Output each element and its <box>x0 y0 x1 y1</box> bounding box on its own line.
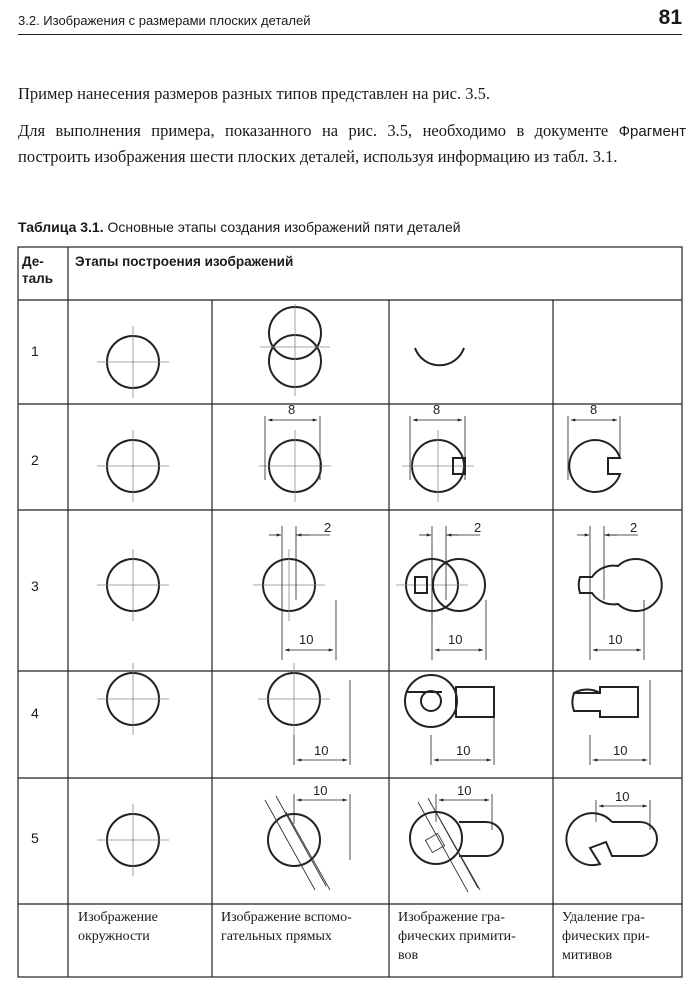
chapter-title: 3.2. Изображения с размерами плоских деталей <box>18 13 311 28</box>
dim-label: 10 <box>457 783 472 798</box>
col-header-detail-l2: таль <box>22 271 53 286</box>
term-fragment: Фрагмент <box>618 123 686 140</box>
footer-caption-4-line: митивов <box>562 948 613 963</box>
col-header-detail <box>22 253 53 287</box>
footer-caption-3-line: фических примити- <box>398 929 516 944</box>
detail-5-dimensions <box>294 794 650 860</box>
paragraph-1: Пример нанесения размеров разных типов представлен на рис. 3.5. <box>18 84 490 103</box>
dim-label: 10 <box>608 632 623 647</box>
row-number: 4 <box>31 705 39 721</box>
footer-caption-3-line: Изображение гра- <box>398 910 505 925</box>
row-number: 2 <box>31 452 39 468</box>
table-grid <box>18 247 682 977</box>
dim-label: 10 <box>299 632 314 647</box>
dim-label: 8 <box>288 402 296 417</box>
detail-2-dimensions <box>265 416 620 480</box>
footer-caption-3 <box>398 908 516 965</box>
col-header-detail-l1: Де- <box>22 254 44 269</box>
detail-2-drawings <box>97 430 620 502</box>
detail-5-aux-lines <box>265 796 480 892</box>
dim-label: 2 <box>324 520 332 535</box>
dim-label: 2 <box>474 520 482 535</box>
table-caption-label: Таблица 3.1. <box>18 219 104 235</box>
col-header-stages: Этапы построения изображений <box>75 254 294 269</box>
table-caption-text: Основные этапы создания изображений пяти деталей <box>103 219 461 235</box>
footer-caption-3-line: вов <box>398 948 419 963</box>
footer-caption-2-line: Изображение вспомо- <box>221 910 352 925</box>
footer-caption-1-line: окружности <box>78 929 150 944</box>
dim-label: 8 <box>433 402 441 417</box>
footer-caption-1-line: Изображение <box>78 910 158 925</box>
detail-4-drawings <box>97 663 638 735</box>
detail-1-drawings <box>97 304 464 398</box>
footer-caption-4-line: фических при- <box>562 929 650 944</box>
detail-5-drawings <box>97 804 657 876</box>
page-number: 81 <box>658 6 682 29</box>
footer-caption-4-line: Удаление гра- <box>562 910 645 925</box>
row-number: 3 <box>31 578 39 594</box>
row-number: 5 <box>31 830 39 846</box>
footer-caption-1 <box>78 908 158 946</box>
dim-label: 10 <box>615 789 630 804</box>
dim-label: 10 <box>313 783 328 798</box>
dim-label: 8 <box>590 402 598 417</box>
dim-label: 10 <box>314 743 329 758</box>
detail-3-drawings <box>97 549 662 621</box>
dim-label: 10 <box>613 743 628 758</box>
dim-label: 10 <box>448 632 463 647</box>
footer-caption-4 <box>562 908 650 965</box>
paragraph-2-end: построить изображения шести плоских деталей, используя информацию из табл. 3.1. <box>18 147 618 166</box>
dim-label: 10 <box>456 743 471 758</box>
footer-caption-2 <box>221 908 352 946</box>
paragraph-2-start: Для выполнения примера, показанного на рис. 3.5, необходимо в документе <box>18 121 619 140</box>
dim-label: 2 <box>630 520 638 535</box>
row-number: 1 <box>31 343 39 359</box>
footer-caption-2-line: гательных прямых <box>221 929 332 944</box>
